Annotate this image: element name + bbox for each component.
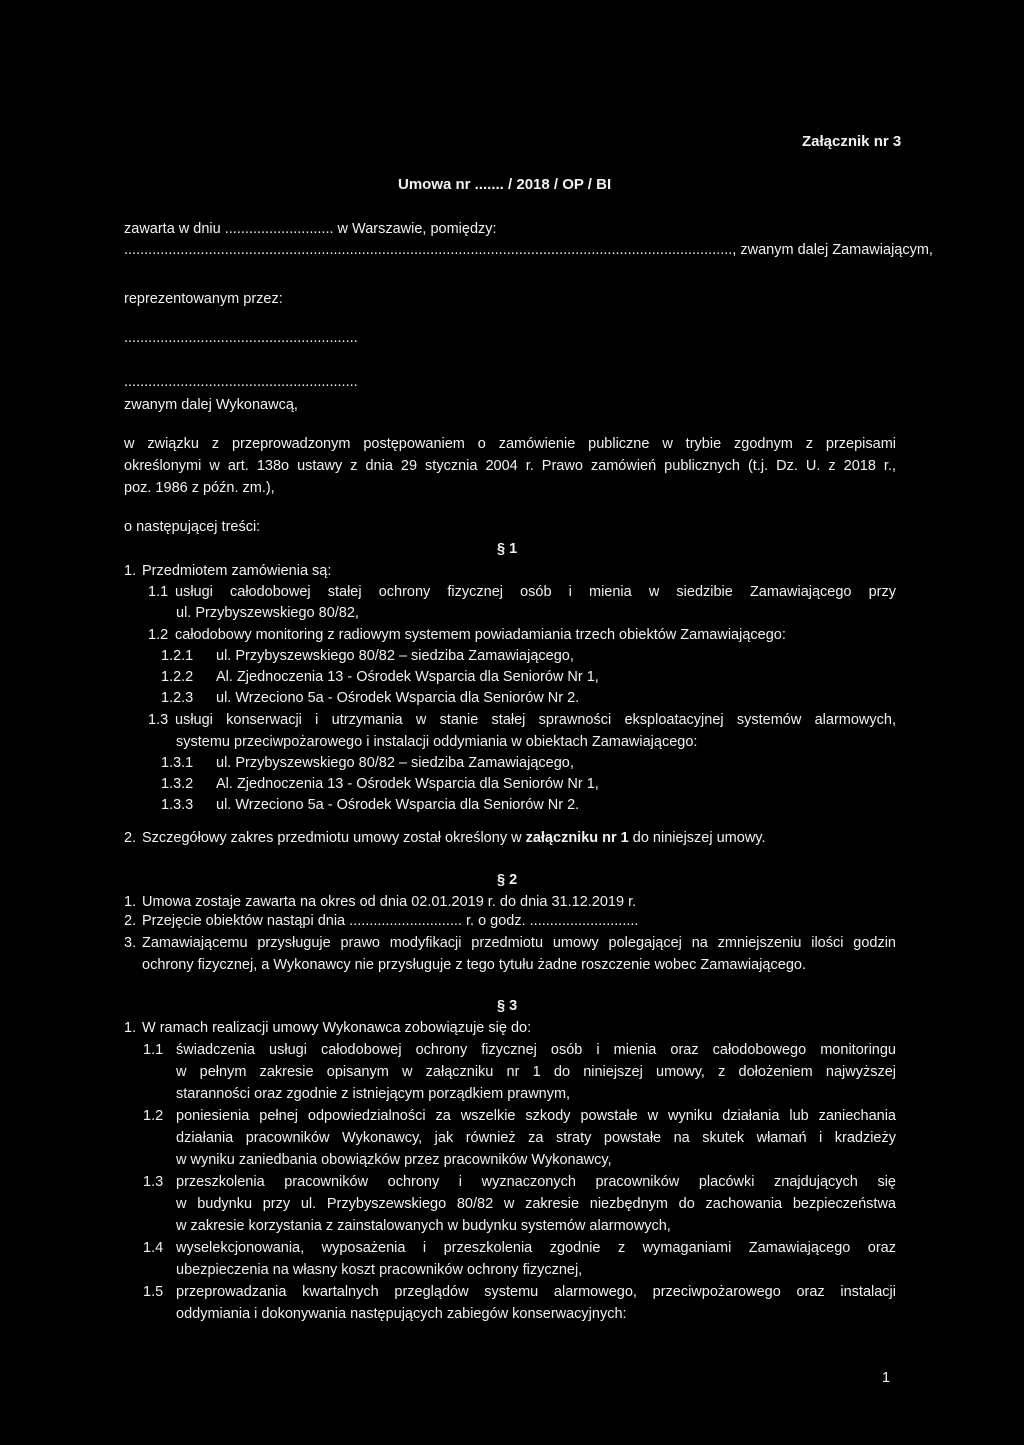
legal-basis-line-1: w związku z przeprowadzonym postępowaniem o zamówienie publiczne w trybie zgodnym z przepisami <box>124 436 896 452</box>
s3-i12-text-b: działania pracowników Wykonawcy, jak również za straty powstałe na skutek włamań i kradzieży <box>176 1130 896 1146</box>
representative-dots-2: .......................................................... <box>124 374 358 390</box>
s1-i133-text: ul. Wrzeciono 5a - Ośrodek Wsparcia dla Seniorów Nr 2. <box>216 797 580 813</box>
attachment-label: Załącznik nr 3 <box>802 133 902 150</box>
item-number: 1.2 <box>148 627 169 643</box>
s1-i132-text: Al. Zjednoczenia 13 - Ośrodek Wsparcia dla Seniorów Nr 1, <box>216 776 599 792</box>
item-number: 1.4 <box>143 1240 164 1256</box>
s3-i13-text-b: w budynku przy ul. Przybyszewskiego 80/82 w zakresie niezbędnym do zachowania bezpieczeństwa <box>176 1196 896 1212</box>
s1-i11-text-a: usługi całodobowej stałej ochrony fizycznej osób i mienia w siedzibie Zamawiającego przy <box>175 584 896 600</box>
item-number: 2. <box>124 913 137 929</box>
s3-i13-text-c: w zakresie korzystania z zainstalowanych w budynku systemów alarmowych, <box>176 1218 671 1234</box>
contract-title: Umowa nr ....... / 2018 / OP / BI <box>398 176 612 193</box>
s3-i12-text-c: w wyniku zaniedbania obowiązków przez pracowników Wykonawcy, <box>176 1152 612 1168</box>
s3-i12-text-a: poniesienia pełnej odpowiedzialności za wszelkie szkody powstałe w wyniku działania lub zaniechania <box>176 1108 896 1124</box>
item-number: 1.3 <box>143 1174 164 1190</box>
s1-i121-text: ul. Przybyszewskiego 80/82 – siedziba Zamawiającego, <box>216 648 574 664</box>
section-3-heading: § 3 <box>497 998 518 1014</box>
item-number: 2. <box>124 830 137 846</box>
s1-i131-text: ul. Przybyszewskiego 80/82 – siedziba Zamawiającego, <box>216 755 574 771</box>
s1-p2-text <box>142 831 766 846</box>
s2-p2-text: Przejęcie obiektów nastąpi dnia ............................ r. o godz. ........................... <box>142 913 639 929</box>
s1-i13-text-b: systemu przeciwpożarowego i instalacji oddymiania w obiektach Zamawiającego: <box>176 734 698 750</box>
s3-i11-text-c: staranności oraz zgodnie z istniejącym porządkiem prawnym, <box>176 1086 571 1102</box>
item-number: 1.3.2 <box>161 776 194 792</box>
item-number: 1.2 <box>143 1108 164 1124</box>
item-number: 3. <box>124 935 137 951</box>
item-number: 1. <box>124 1020 137 1036</box>
item-number: 1. <box>124 563 137 579</box>
s3-i14-text-b: ubezpieczenia na własny koszt pracowników ochrony fizycznej, <box>176 1262 583 1278</box>
s2-p1-text: Umowa zostaje zawarta na okres od dnia 02.01.2019 r. do dnia 31.12.2019 r. <box>142 894 637 910</box>
s3-i11-text-b: w pełnym zakresie opisanym w załączniku nr 1 do niniejszej umowy, z dołożeniem najwyższej <box>176 1064 896 1080</box>
content-intro: o następującej treści: <box>124 519 261 535</box>
item-number: 1.2.3 <box>161 690 194 706</box>
s1-i13-text-a: usługi konserwacji i utrzymania w stanie stałej sprawności eksploatacyjnej systemów alarmowych, <box>175 712 896 728</box>
represented-by: reprezentowanym przez: <box>124 291 283 307</box>
s3-i15-text-b: oddymiania i dokonywania następujących zabiegów konserwacyjnych: <box>176 1306 627 1322</box>
item-number: 1.3.1 <box>161 755 194 771</box>
item-number: 1.5 <box>143 1284 164 1300</box>
section-1-heading: § 1 <box>497 541 518 557</box>
s1-i123-text: ul. Wrzeciono 5a - Ośrodek Wsparcia dla Seniorów Nr 2. <box>216 690 580 706</box>
s1-p2-pre: Szczegółowy zakres przedmiotu umowy został określony w <box>142 830 526 846</box>
party-ordering: ......................................................................................................................................................., zwanym dalej Zamawiającym, <box>124 242 933 258</box>
s3-p1-text: W ramach realizacji umowy Wykonawca zobowiązuje się do: <box>142 1020 532 1036</box>
item-number: 1.2.2 <box>161 669 194 685</box>
item-number: 1.3.3 <box>161 797 194 813</box>
s3-i13-text-a: przeszkolenia pracowników ochrony i wyznaczonych pracowników placówki znajdujących się <box>176 1174 896 1190</box>
item-number: 1.3 <box>148 712 169 728</box>
concluded-line: zawarta w dniu ........................... w Warszawie, pomiędzy: <box>124 221 497 237</box>
s1-p1-text: Przedmiotem zamówienia są: <box>142 563 332 579</box>
attachment-reference: załączniku nr 1 <box>525 830 629 846</box>
s3-i14-text-a: wyselekcjonowania, wyposażenia i przeszkolenia zgodnie z wymaganiami Zamawiającego oraz <box>176 1240 896 1256</box>
page-number: 1 <box>882 1370 891 1386</box>
s1-i12-text: całodobowy monitoring z radiowym systemem powiadamiania trzech obiektów Zamawiającego: <box>175 627 786 643</box>
s1-p2-post: do niniejszej umowy. <box>628 830 766 846</box>
legal-basis-line-3: poz. 1986 z późn. zm.), <box>124 480 275 496</box>
s2-p3-text-b: ochrony fizycznej, a Wykonawcy nie przysługuje z tego tytułu żadne roszczenie wobec Zamawiającego. <box>142 957 806 973</box>
s2-p3-text-a: Zamawiającemu przysługuje prawo modyfikacji przedmiotu umowy polegającej na zmniejszeniu ilości godzin <box>142 935 896 951</box>
item-number: 1. <box>124 894 137 910</box>
s3-i11-text-a: świadczenia usługi całodobowej ochrony fizycznej osób i mienia oraz całodobowego monitoringu <box>176 1042 896 1058</box>
item-number: 1.1 <box>148 584 169 600</box>
contractor-line: zwanym dalej Wykonawcą, <box>124 397 298 413</box>
section-2-heading: § 2 <box>497 872 518 888</box>
s1-i122-text: Al. Zjednoczenia 13 - Ośrodek Wsparcia dla Seniorów Nr 1, <box>216 669 599 685</box>
legal-basis-line-2: określonymi w art. 138o ustawy z dnia 29 stycznia 2004 r. Prawo zamówień publicznych (t.j. Dz. U. z 2018 r., <box>124 458 896 474</box>
s1-i11-text-b: ul. Przybyszewskiego 80/82, <box>176 605 359 621</box>
s3-i15-text-a: przeprowadzania kwartalnych przeglądów systemu alarmowego, przeciwpożarowego oraz instalacji <box>176 1284 896 1300</box>
item-number: 1.1 <box>143 1042 164 1058</box>
representative-dots-1: .......................................................... <box>124 330 358 346</box>
item-number: 1.2.1 <box>161 648 194 664</box>
